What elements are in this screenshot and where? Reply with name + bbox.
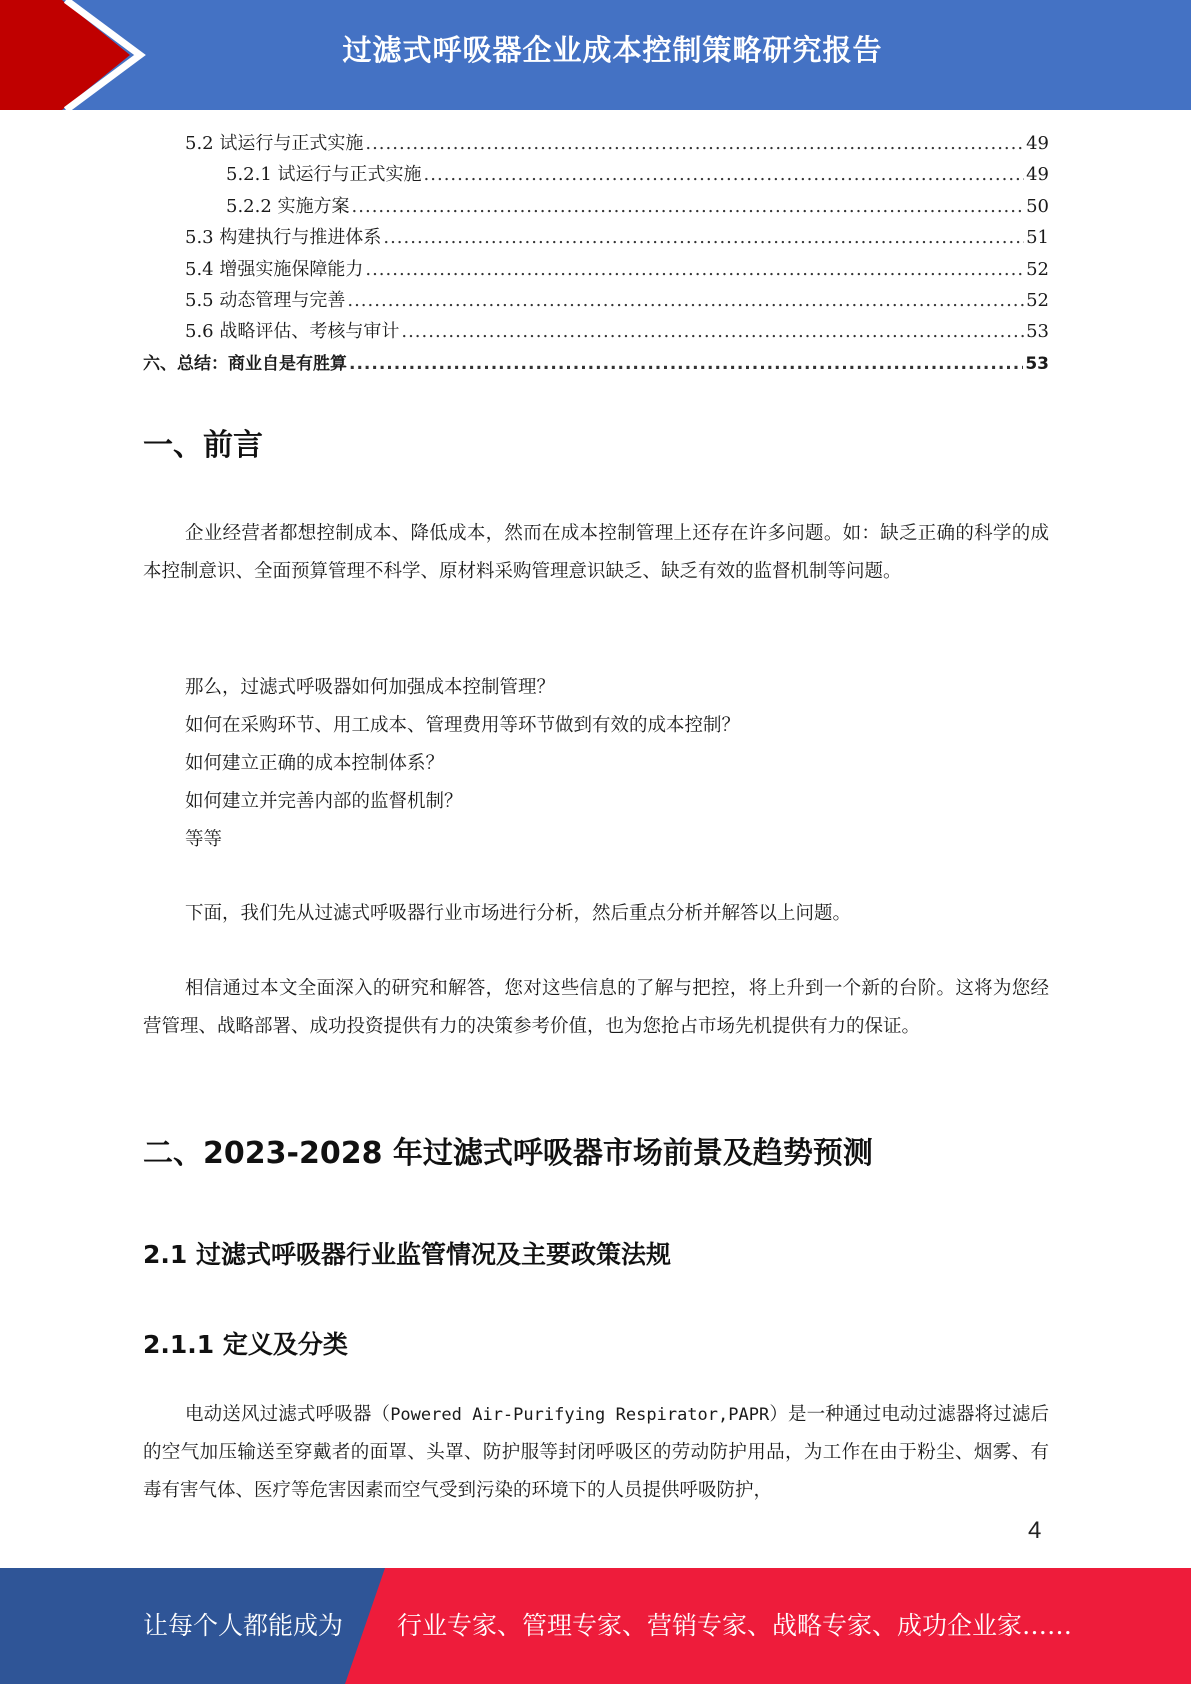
toc-entry-label: 5.2 试运行与正式实施 bbox=[185, 133, 364, 154]
toc-entry[interactable] bbox=[143, 255, 1049, 286]
subsubsection-heading: 2.1.1 定义及分类 bbox=[143, 1330, 348, 1359]
toc-entry-label: 六、总结：商业自是有胜算 bbox=[143, 353, 347, 374]
toc-entry-page: 50 bbox=[1026, 195, 1049, 217]
toc-leader-dots bbox=[383, 227, 1024, 248]
toc-entry-page: 53 bbox=[1025, 353, 1049, 374]
toc-entry[interactable] bbox=[143, 129, 1049, 160]
page-header bbox=[0, 0, 1191, 110]
report-title: 过滤式呼吸器企业成本控制策略研究报告 bbox=[342, 33, 883, 67]
toc-entry-page: 52 bbox=[1026, 289, 1049, 311]
toc-leader-dots bbox=[347, 290, 1024, 311]
toc-entry-label: 5.2.1 试运行与正式实施 bbox=[226, 164, 422, 186]
toc-entry-label: 5.4 增强实施保障能力 bbox=[185, 258, 364, 280]
definition-text-rest: ）是一种通过电动过滤器将过滤后的空气加压输送至穿戴者的面罩、头罩、防护服等封闭呼吸区的劳动防护用品，为工作在由于粉尘、烟雾、有毒有害气体、医疗等危害因素而空气受到污染的环境下的人员提供呼吸防护， bbox=[143, 1404, 1049, 1501]
question-line: 如何建立并完善内部的监督机制？ bbox=[185, 791, 463, 812]
toc-leader-dots bbox=[424, 164, 1025, 185]
footer-slogan-right: 行业专家、管理专家、营销专家、战略专家、成功企业家…… bbox=[397, 1611, 1073, 1640]
toc-entry[interactable] bbox=[143, 317, 1049, 348]
transition-paragraph: 下面，我们先从过滤式呼吸器行业市场进行分析，然后重点分析并解答以上问题。 bbox=[185, 903, 852, 924]
toc-entry[interactable] bbox=[143, 286, 1049, 317]
footer-slogan-left: 让每个人都能成为 bbox=[143, 1611, 344, 1640]
toc-leader-dots bbox=[365, 259, 1024, 280]
toc-entry-label: 5.6 战略评估、考核与审计 bbox=[185, 321, 400, 343]
definition-paragraph bbox=[143, 1396, 1049, 1510]
toc-entry[interactable] bbox=[143, 223, 1049, 254]
toc-entry-label: 5.2.2 实施方案 bbox=[226, 195, 350, 217]
preface-paragraph: 企业经营者都想控制成本、降低成本，然而在成本控制管理上还存在许多问题。如：缺乏正确的科学的成本控制意识、全面预算管理不科学、原材料采购管理意识缺乏、缺乏有效的监督机制等问题。 bbox=[143, 523, 1049, 582]
question-line: 如何在采购环节、用工成本、管理费用等环节做到有效的成本控制？ bbox=[185, 715, 741, 736]
definition-term-english: Powered Air-Purifying Respirator,PAPR bbox=[390, 1405, 770, 1425]
question-line: 那么，过滤式呼吸器如何加强成本控制管理？ bbox=[185, 677, 556, 698]
toc-entry-label: 5.5 动态管理与完善 bbox=[185, 289, 346, 311]
page-number: 4 bbox=[1028, 1517, 1042, 1544]
toc-leader-dots bbox=[352, 196, 1025, 217]
closing-paragraph: 相信通过本文全面深入的研究和解答，您对这些信息的了解与把控，将上升到一个新的台阶。这将为您经营管理、战略部署、成功投资提供有力的决策参考价值，也为您抢占市场先机提供有力的保证。 bbox=[143, 978, 1049, 1037]
section-heading-market: 二、2023-2028 年过滤式呼吸器市场前景及趋势预测 bbox=[143, 1136, 873, 1171]
toc-entry-page: 51 bbox=[1026, 227, 1049, 249]
section-heading-preface: 一、前言 bbox=[143, 428, 263, 463]
question-line: 等等 bbox=[185, 829, 223, 850]
toc-entry-page: 53 bbox=[1026, 321, 1049, 343]
toc-entry-label: 5.3 构建执行与推进体系 bbox=[185, 227, 382, 249]
toc-entry[interactable] bbox=[143, 160, 1049, 191]
toc-leader-dots bbox=[365, 133, 1024, 154]
toc-leader-dots bbox=[401, 321, 1024, 342]
table-of-contents bbox=[143, 129, 1049, 380]
toc-leader-dots bbox=[349, 354, 1023, 374]
toc-entry[interactable] bbox=[143, 349, 1049, 380]
toc-entry-page: 52 bbox=[1026, 258, 1049, 280]
toc-entry-page: 49 bbox=[1026, 133, 1049, 154]
page-footer bbox=[0, 1568, 1191, 1684]
toc-entry-page: 49 bbox=[1026, 164, 1049, 186]
subsection-heading: 2.1 过滤式呼吸器行业监管情况及主要政策法规 bbox=[143, 1240, 671, 1269]
toc-entry[interactable] bbox=[143, 192, 1049, 223]
question-line: 如何建立正确的成本控制体系？ bbox=[185, 753, 445, 774]
definition-text-start: 电动送风过滤式呼吸器（ bbox=[185, 1404, 391, 1425]
